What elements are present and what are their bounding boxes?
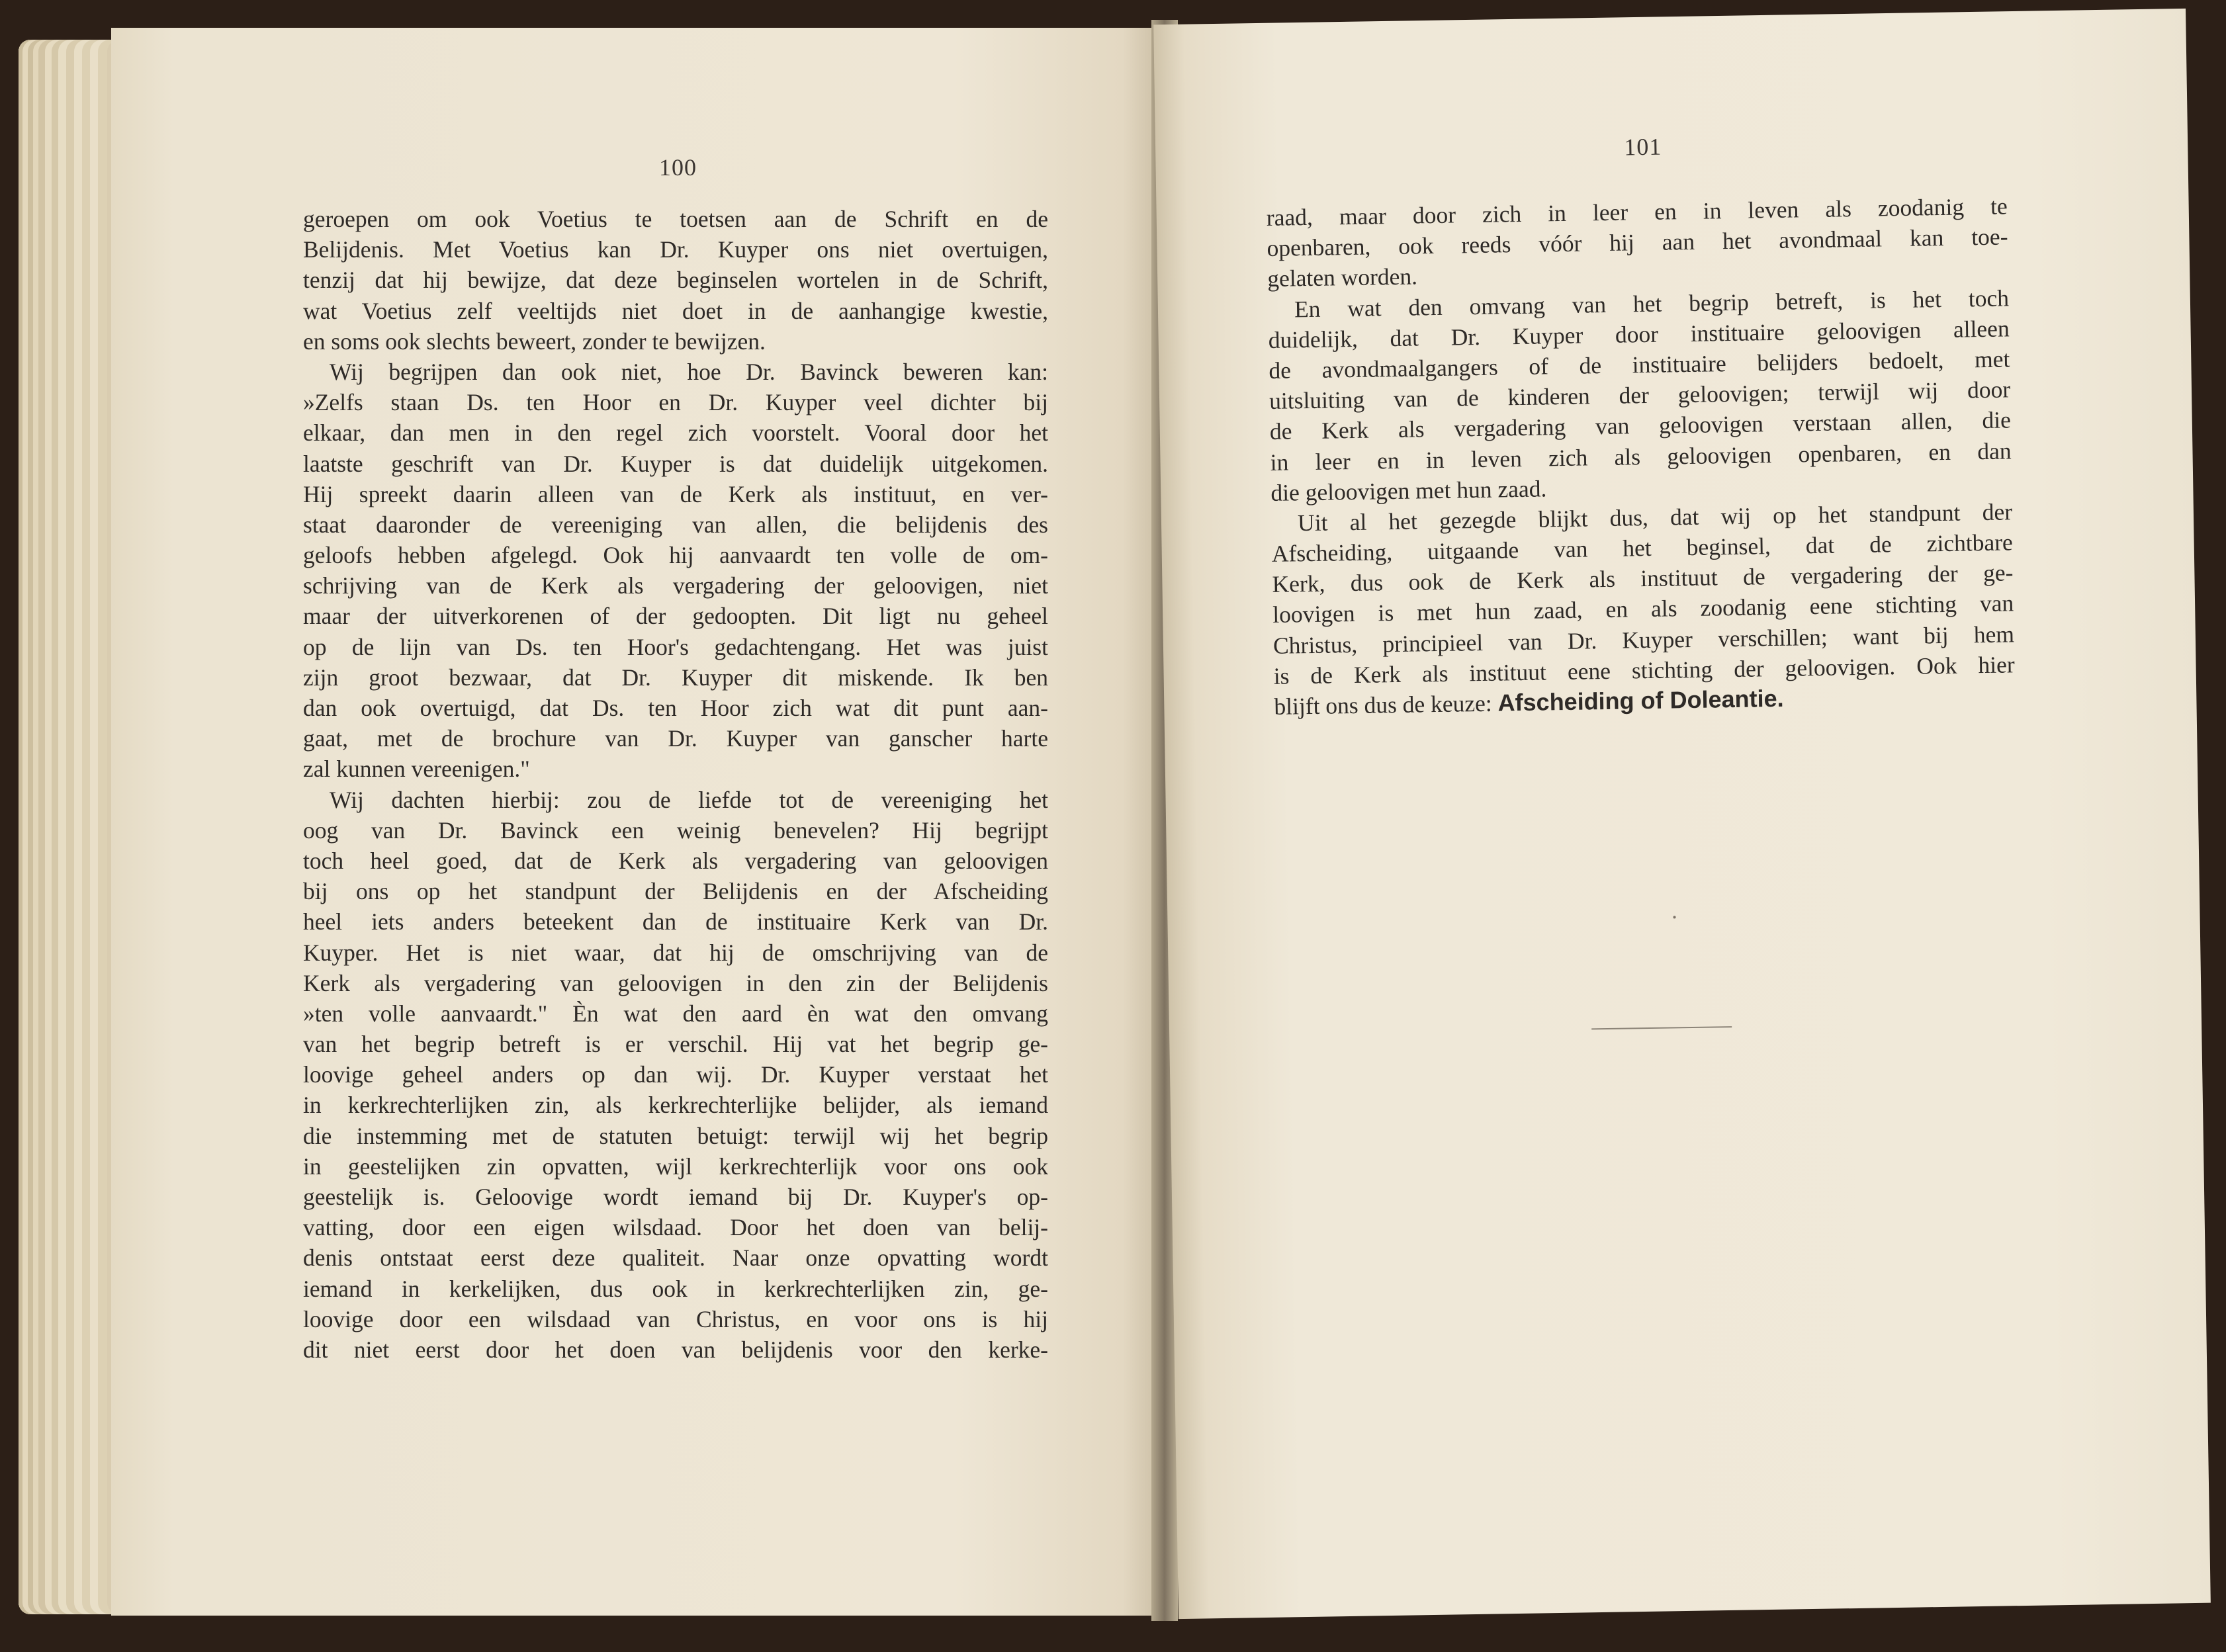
text-line: Kuyper. Het is niet waar, dat hij de omschrijving van de [303, 939, 1048, 966]
text-line: toch heel goed, dat de Kerk als vergadering van geloovigen [303, 847, 1048, 874]
text-line: en soms ook slechts beweert, zonder te bewijzen. [303, 327, 766, 355]
text-line: in kerkrechterlijken zin, als kerkrechterlijke belijder, als iemand [303, 1092, 1048, 1119]
text-line: schrijving van de Kerk als vergadering der geloovigen, niet [303, 572, 1048, 599]
paper-speck [1673, 916, 1676, 918]
text-line: staat daaronder de vereeniging van allen, die belijdenis des [303, 511, 1048, 538]
text-line: »Zelfs staan Ds. ten Hoor en Dr. Kuyper veel dichter bij [303, 389, 1048, 416]
text-line: geestelijk is. Geloovige wordt iemand bij Dr. Kuyper's op- [303, 1184, 1048, 1210]
text-line: de Kerk als vergadering van geloovigen verstaan allen, die [1269, 406, 2012, 445]
text-line: oog van Dr. Bavinck een weinig benevelen? Hij begrijpt [303, 816, 1048, 844]
text-line: En wat den omvang van het begrip betreft, is het toch [1294, 284, 2010, 322]
text-line: tenzij dat hij bewijze, dat deze beginselen wortelen in de Schrift, [303, 267, 1048, 294]
text-line: iemand in kerkelijken, dus ook in kerkrechterlijken zin, ge- [303, 1275, 1048, 1302]
text-line: dit niet eerst door het doen van belijdenis voor den kerke- [303, 1336, 1048, 1363]
text-line: raad, maar door zich in leer en in leven als zoodanig te [1266, 193, 2008, 231]
text-line: loovigen is met hun zaad, en als zoodanig eene stichting van [1272, 589, 2014, 629]
text-line: gaat, met de brochure van Dr. Kuyper van ganscher harte [303, 725, 1048, 752]
text-line: die geloovigen met hun zaad. [1270, 475, 1547, 506]
text-line: is de Kerk als instituut eene stichting der geloovigen. Ook hier [1273, 651, 2015, 689]
text-line: vatting, door een eigen wilsdaad. Door het doen van belij- [303, 1214, 1048, 1241]
right-page-body [1267, 191, 2016, 722]
text-line: op de lijn van Ds. ten Hoor's gedachtengang. Het was juist [303, 633, 1048, 660]
text-line: maar der uitverkorenen of der gedoopten. Dit ligt nu geheel [303, 603, 1048, 630]
text-line: denis ontstaat eerst deze qualiteit. Naar onze opvatting wordt [303, 1244, 1048, 1272]
text-line: zijn groot bezwaar, dat Dr. Kuyper dit miskende. Ik ben [303, 664, 1048, 691]
text-line: in geestelijken zin opvatten, wijl kerkrechterlijk voor ons ook [303, 1152, 1048, 1180]
text-line: van het begrip betreft is er verschil. Hij vat het begrip ge- [303, 1031, 1048, 1058]
text-line: bij ons op het standpunt der Belijdenis en der Afscheiding [303, 878, 1048, 905]
closing-emphasis: Afscheiding of Doleantie. [1497, 684, 1784, 717]
text-line: openbaren, ook reeds vóór hij aan het avondmaal kan toe- [1267, 223, 2008, 262]
text-line: »ten volle aanvaardt." Èn wat den aard èn wat den omvang [303, 1000, 1048, 1027]
text-line: wat Voetius zelf veeltijds niet doet in de aanhangige kwestie, [303, 297, 1048, 324]
text-line: Uit al het gezegde blijkt dus, dat wij op het standpunt der [1297, 498, 2013, 537]
left-page-body [303, 204, 1048, 1365]
text-line: blijft ons dus de keuze: Afscheiding of Doleantie. [1274, 684, 1784, 720]
text-line: Wij begrijpen dan ook niet, hoe Dr. Bavinck beweren kan: [330, 358, 1048, 385]
text-line: Wij dachten hierbij: zou de liefde tot de vereeniging het [330, 786, 1048, 813]
text-line: laatste geschrift van Dr. Kuyper is dat duidelijk uitgekomen. [303, 450, 1048, 477]
text-line: in leer en in leven zich als geloovigen openbaren, en dan [1270, 437, 2012, 476]
text-line: Afscheiding, uitgaande van het beginsel, dat de zichtbare [1271, 529, 2014, 567]
left-page-number: 100 [659, 154, 697, 181]
text-line: zal kunnen vereenigen." [303, 756, 530, 783]
text-line: Christus, principieel van Dr. Kuyper verschillen; want bij hem [1272, 620, 2015, 659]
text-line: loovige geheel anders op dan wij. Dr. Kuyper verstaat het [303, 1061, 1048, 1088]
text-line: duidelijk, dat Dr. Kuyper door instituaire geloovigen alleen [1268, 315, 2010, 353]
text-line: de avondmaalgangers of de instituaire belijders bedoelt, met [1269, 345, 2010, 384]
text-line: heel iets anders beteekent dan de instituaire Kerk van Dr. [303, 908, 1048, 935]
text-line: uitsluiting van de kinderen der geloovigen; terwijl wij door [1269, 376, 2011, 415]
text-line: loovige door een wilsdaad van Christus, en voor ons is hij [303, 1305, 1048, 1332]
text-line: geloofs hebben afgelegd. Ook hij aanvaardt ten volle de om- [303, 542, 1048, 569]
text-line: die instemming met de statuten betuigt: terwijl wij het begrip [303, 1122, 1048, 1149]
text-line: dan ook overtuigd, dat Ds. ten Hoor zich wat dit punt aan- [303, 695, 1048, 721]
text-line: gelaten worden. [1267, 263, 1418, 292]
text-line: geroepen om ook Voetius te toetsen aan de Schrift en de [303, 206, 1048, 232]
text-line: Kerk, dus ook de Kerk als instituut de vergadering der ge- [1272, 559, 2014, 598]
text-line: elkaar, dan men in den regel zich voorstelt. Vooral door het [303, 419, 1048, 447]
text-line: Belijdenis. Met Voetius kan Dr. Kuyper ons niet overtuigen, [303, 236, 1048, 263]
text-line: Hij spreekt daarin alleen van de Kerk als instituut, en ver- [303, 480, 1048, 507]
right-page-number: 101 [1623, 133, 1662, 161]
text-line: Kerk als vergadering van geloovigen in den zin der Belijdenis [303, 969, 1048, 996]
